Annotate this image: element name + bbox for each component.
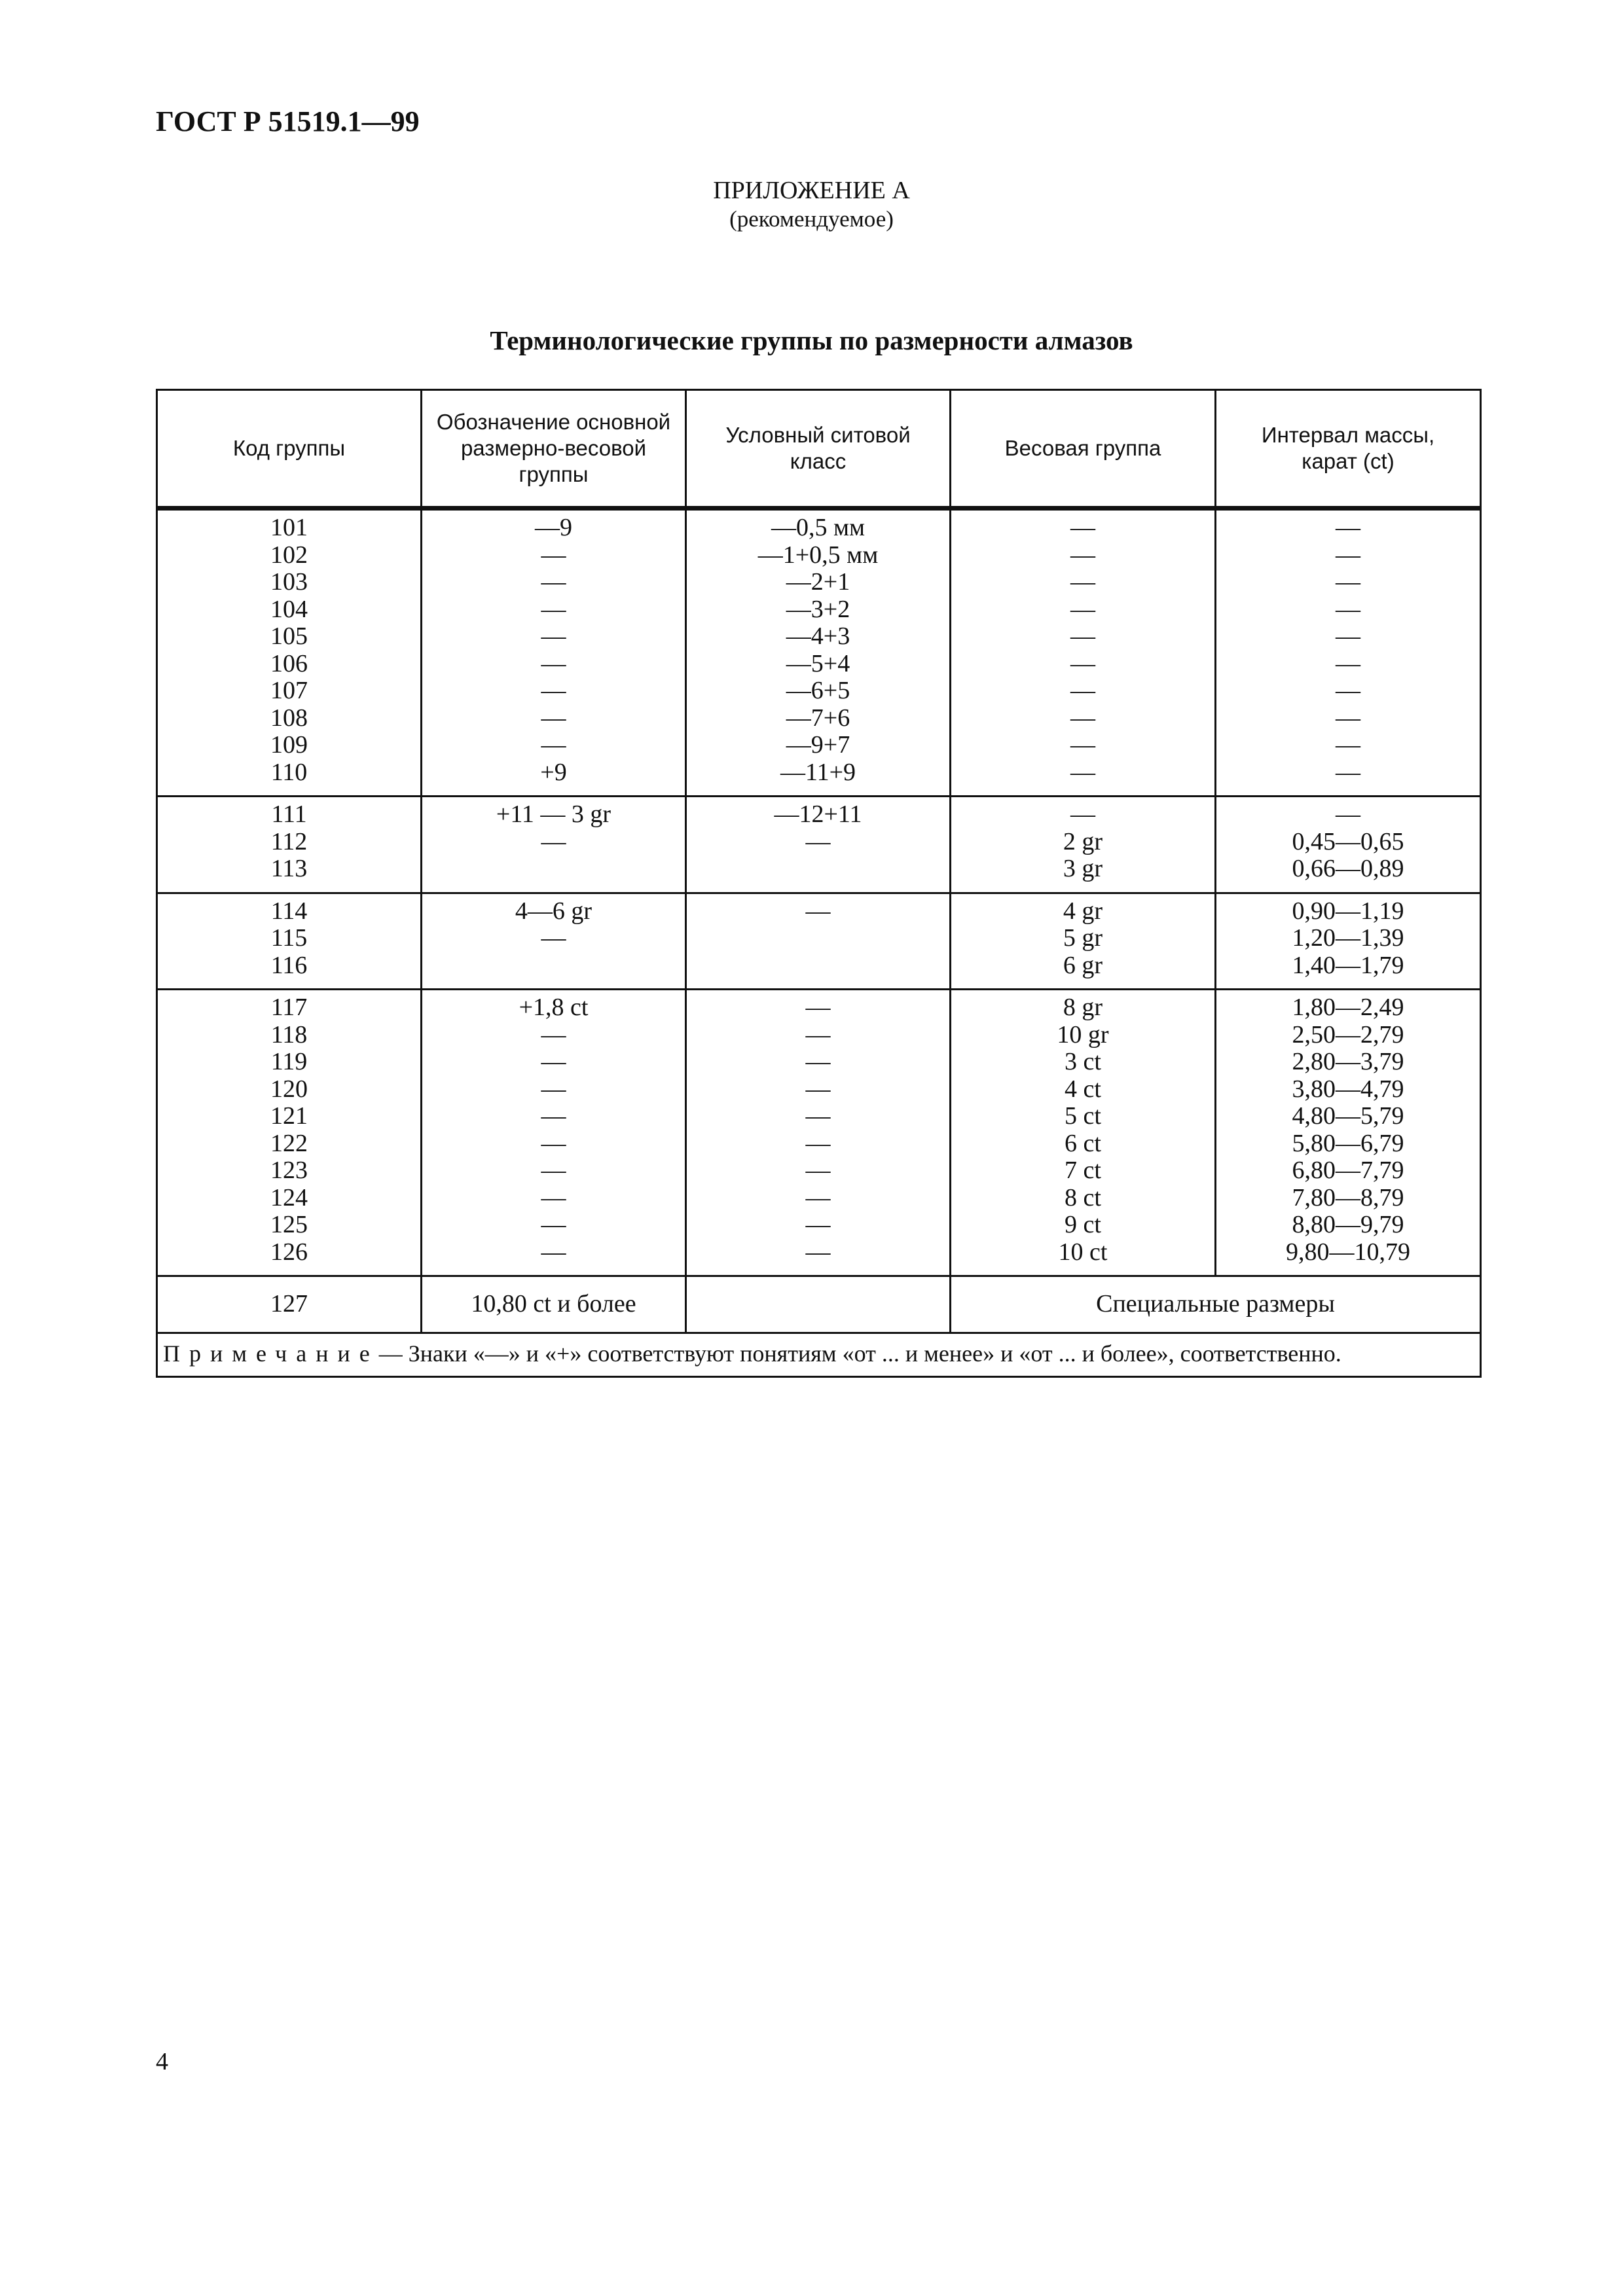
cell-mass — [1216, 797, 1481, 893]
cell-weight-line: — — [1070, 568, 1095, 596]
cell-weight-line: 9 ct — [1065, 1211, 1101, 1238]
page-number: 4 — [156, 2048, 168, 2075]
cell-sieve-line: —5+4 — [786, 649, 850, 677]
cell-designation-line: — — [541, 595, 566, 623]
cell-mass-line: 2,50—2,79 — [1292, 1020, 1404, 1049]
table-header-row — [157, 390, 1481, 509]
cell-code-line: 109 — [270, 731, 308, 759]
column-header-sieve-text: Условный ситовой класс — [725, 423, 911, 473]
cell-code-line: 113 — [270, 855, 308, 882]
cell-weight-line: — — [1070, 649, 1095, 677]
cell-mass-line: — — [1336, 731, 1360, 759]
table-row-group — [157, 509, 1481, 797]
cell-weight-line: 10 ct — [1058, 1238, 1108, 1266]
cell-sieve-line: —11+9 — [780, 758, 856, 786]
table-row-group — [157, 893, 1481, 990]
cell-mass-line: — — [1336, 568, 1360, 596]
cell-mass-line: 0,90—1,19 — [1292, 897, 1404, 925]
cell-code-line: 106 — [270, 649, 308, 677]
note-text: — Знаки «—» и «+» соответствуют понятиям «от ... и менее» и «от ... и более», соответственно. — [378, 1340, 1341, 1367]
cell-weight-line: — — [1070, 595, 1095, 623]
cell-sieve-line: —1+0,5 мм — [757, 541, 879, 569]
cell-designation-line: +9 — [540, 758, 567, 786]
cell-designation-line: +1,8 ct — [519, 994, 589, 1021]
column-header-designation-text: Обозначение основной размерно-весовой группы — [436, 410, 671, 486]
cell-designation-line: — — [541, 1075, 566, 1103]
cell-weight-line: 8 ct — [1065, 1183, 1101, 1211]
cell-designation: 10,80 ct и более — [422, 1276, 686, 1333]
column-header-sieve-class — [686, 390, 951, 509]
cell-weight — [951, 509, 1216, 797]
cell-designation-line: +11 — 3 gr — [496, 800, 611, 828]
cell-mass-line: 7,80—8,79 — [1292, 1183, 1404, 1211]
column-header-code: Код группы — [157, 390, 422, 509]
cell-mass-line: 9,80—10,79 — [1286, 1238, 1410, 1266]
cell-weight-line: 6 ct — [1065, 1129, 1101, 1157]
cell-weight-line: 2 gr — [1063, 827, 1103, 855]
cell-designation-line: — — [541, 1157, 566, 1184]
cell-code — [157, 797, 422, 893]
cell-sieve — [686, 893, 951, 990]
appendix-heading — [0, 175, 1623, 233]
cell-mass-line: — — [1336, 595, 1360, 623]
column-header-designation — [422, 390, 686, 509]
cell-weight-line: 5 ct — [1065, 1102, 1101, 1130]
cell-mass-line: 1,80—2,49 — [1292, 994, 1404, 1021]
cell-code-line: 108 — [270, 704, 308, 732]
diamond-size-groups-table — [156, 389, 1482, 1378]
cell-mass-line: 4,80—5,79 — [1292, 1102, 1404, 1130]
cell-mass-line: — — [1336, 704, 1360, 732]
cell-designation-line: — — [541, 827, 566, 855]
cell-designation-line: — — [541, 1129, 566, 1157]
cell-mass — [1216, 893, 1481, 990]
cell-weight-line: 5 gr — [1063, 924, 1103, 952]
cell-sieve-line: —0,5 мм — [771, 514, 866, 541]
cell-sieve — [686, 990, 951, 1276]
cell-designation — [422, 797, 686, 893]
cell-sieve-line: — — [805, 994, 831, 1021]
cell-mass-line: 3,80—4,79 — [1292, 1075, 1404, 1103]
cell-code: 127 — [157, 1276, 422, 1333]
appendix-title: ПРИЛОЖЕНИЕ А — [713, 177, 910, 204]
cell-weight-line: 3 gr — [1063, 855, 1103, 882]
cell-sieve-line: — — [805, 1020, 831, 1049]
cell-designation-line: — — [541, 1211, 566, 1238]
cell-mass-line: 8,80—9,79 — [1292, 1211, 1404, 1238]
cell-code-line: 107 — [270, 677, 308, 704]
cell-code-line: 121 — [270, 1102, 308, 1130]
cell-sieve-line: — — [805, 1048, 831, 1075]
cell-sieve-line: —7+6 — [786, 704, 850, 732]
cell-mass-line: 0,45—0,65 — [1292, 827, 1404, 855]
cell-code-line: 112 — [270, 827, 308, 855]
table-note-row — [157, 1333, 1481, 1377]
cell-designation-line: — — [541, 649, 566, 677]
cell-designation-line: — — [541, 677, 566, 704]
cell-sieve — [686, 797, 951, 893]
cell-sieve — [686, 509, 951, 797]
cell-designation-line: — — [541, 1048, 566, 1075]
cell-code-line: 102 — [270, 541, 308, 569]
cell-mass-line: 5,80—6,79 — [1292, 1129, 1404, 1157]
cell-mass-line: 6,80—7,79 — [1292, 1157, 1404, 1184]
cell-designation-line: — — [541, 1238, 566, 1266]
cell-code-line: 119 — [270, 1048, 308, 1075]
cell-weight — [951, 990, 1216, 1276]
cell-code-line: 104 — [270, 595, 308, 623]
table-note — [157, 1333, 1481, 1377]
cell-special-sizes: Специальные размеры — [951, 1276, 1481, 1333]
cell-sieve-line: — — [805, 1102, 831, 1130]
cell-weight-line: — — [1070, 800, 1095, 828]
cell-mass — [1216, 509, 1481, 797]
cell-code-line: 111 — [271, 800, 307, 828]
cell-mass-line: 0,66—0,89 — [1292, 855, 1404, 882]
cell-code-line: 120 — [270, 1075, 308, 1103]
cell-designation-line: — — [541, 1102, 566, 1130]
cell-designation-line: —9 — [535, 514, 572, 541]
cell-mass-line: — — [1336, 514, 1360, 541]
cell-weight-line: — — [1070, 622, 1095, 650]
cell-designation — [422, 509, 686, 797]
cell-weight-line: — — [1070, 758, 1095, 786]
cell-designation-line: — — [541, 704, 566, 732]
cell-code-line: 114 — [270, 897, 308, 925]
cell-mass-line: 1,40—1,79 — [1292, 951, 1404, 979]
column-header-mass-interval — [1216, 390, 1481, 509]
cell-weight-line: 6 gr — [1063, 951, 1103, 979]
cell-code-line: 118 — [270, 1020, 308, 1049]
column-header-weight-group: Весовая группа — [951, 390, 1216, 509]
cell-code — [157, 990, 422, 1276]
table-row-special — [157, 1276, 1481, 1333]
note-label: Примечание — [163, 1340, 379, 1367]
cell-mass-line: — — [1336, 800, 1360, 828]
cell-weight — [951, 797, 1216, 893]
cell-code-line: 105 — [270, 622, 308, 650]
cell-sieve-line: — — [805, 1157, 831, 1184]
cell-mass — [1216, 990, 1481, 1276]
cell-sieve-line: — — [805, 827, 831, 855]
cell-weight-line: — — [1070, 731, 1095, 759]
cell-sieve-line: —9+7 — [786, 731, 850, 759]
cell-designation-line: — — [541, 731, 566, 759]
cell-sieve-line: —2+1 — [786, 568, 850, 596]
cell-weight-line: — — [1070, 677, 1095, 704]
cell-code-line: 126 — [270, 1238, 308, 1266]
cell-sieve-line: — — [805, 1238, 831, 1266]
cell-code-line: 116 — [270, 951, 308, 979]
cell-sieve-line: —6+5 — [786, 677, 850, 704]
cell-weight-line: — — [1070, 541, 1095, 569]
table-row-group — [157, 990, 1481, 1276]
cell-mass-line: — — [1336, 649, 1360, 677]
appendix-subtitle: (рекомендуемое) — [729, 206, 894, 232]
cell-weight-line: 8 gr — [1063, 994, 1103, 1021]
cell-weight-line: 7 ct — [1065, 1157, 1101, 1184]
cell-code-line: 110 — [270, 758, 308, 786]
cell-weight-line: 4 ct — [1065, 1075, 1101, 1103]
cell-code-line: 101 — [270, 514, 308, 541]
cell-mass-line: — — [1336, 758, 1360, 786]
cell-sieve-line: — — [805, 897, 831, 925]
cell-code-line: 123 — [270, 1157, 308, 1184]
cell-sieve-line: — — [805, 1075, 831, 1103]
cell-mass-line: — — [1336, 541, 1360, 569]
cell-designation-line: — — [541, 622, 566, 650]
column-header-mass-text: Интервал массы, карат (ct) — [1261, 423, 1435, 473]
cell-sieve-line: —3+2 — [786, 595, 850, 623]
cell-code — [157, 509, 422, 797]
cell-mass-line: 1,20—1,39 — [1292, 924, 1404, 952]
cell-sieve-line: — — [805, 1129, 831, 1157]
cell-designation-line: — — [541, 1183, 566, 1211]
table-title: Терминологические группы по размерности алмазов — [490, 325, 1133, 355]
cell-weight-line: 3 ct — [1065, 1048, 1101, 1075]
cell-weight — [951, 893, 1216, 990]
cell-mass-line: — — [1336, 677, 1360, 704]
cell-weight-line: — — [1070, 514, 1095, 541]
cell-sieve-line: —4+3 — [786, 622, 850, 650]
cell-designation — [422, 893, 686, 990]
cell-code-line: 117 — [270, 994, 308, 1021]
cell-sieve-line: — — [805, 1211, 831, 1238]
cell-designation-line: — — [541, 568, 566, 596]
cell-designation-line: — — [541, 1020, 566, 1049]
cell-weight-line: 4 gr — [1063, 897, 1103, 925]
table-row-group — [157, 797, 1481, 893]
cell-mass-line: — — [1336, 622, 1360, 650]
cell-designation-line: 4—6 gr — [515, 897, 593, 925]
cell-sieve — [686, 1276, 951, 1333]
cell-designation-line: — — [541, 541, 566, 569]
cell-weight-line: 10 gr — [1057, 1020, 1109, 1049]
document-code: ГОСТ Р 51519.1—99 — [156, 105, 420, 137]
cell-code — [157, 893, 422, 990]
cell-designation — [422, 990, 686, 1276]
cell-code-line: 103 — [270, 568, 308, 596]
cell-code-line: 124 — [270, 1183, 308, 1211]
cell-weight-line: — — [1070, 704, 1095, 732]
cell-code-line: 125 — [270, 1211, 308, 1238]
cell-sieve-line: —12+11 — [774, 800, 862, 828]
cell-code-line: 115 — [270, 924, 308, 952]
cell-code-line: 122 — [270, 1129, 308, 1157]
cell-designation-line: — — [541, 924, 566, 952]
cell-sieve-line: — — [805, 1183, 831, 1211]
cell-mass-line: 2,80—3,79 — [1292, 1048, 1404, 1075]
